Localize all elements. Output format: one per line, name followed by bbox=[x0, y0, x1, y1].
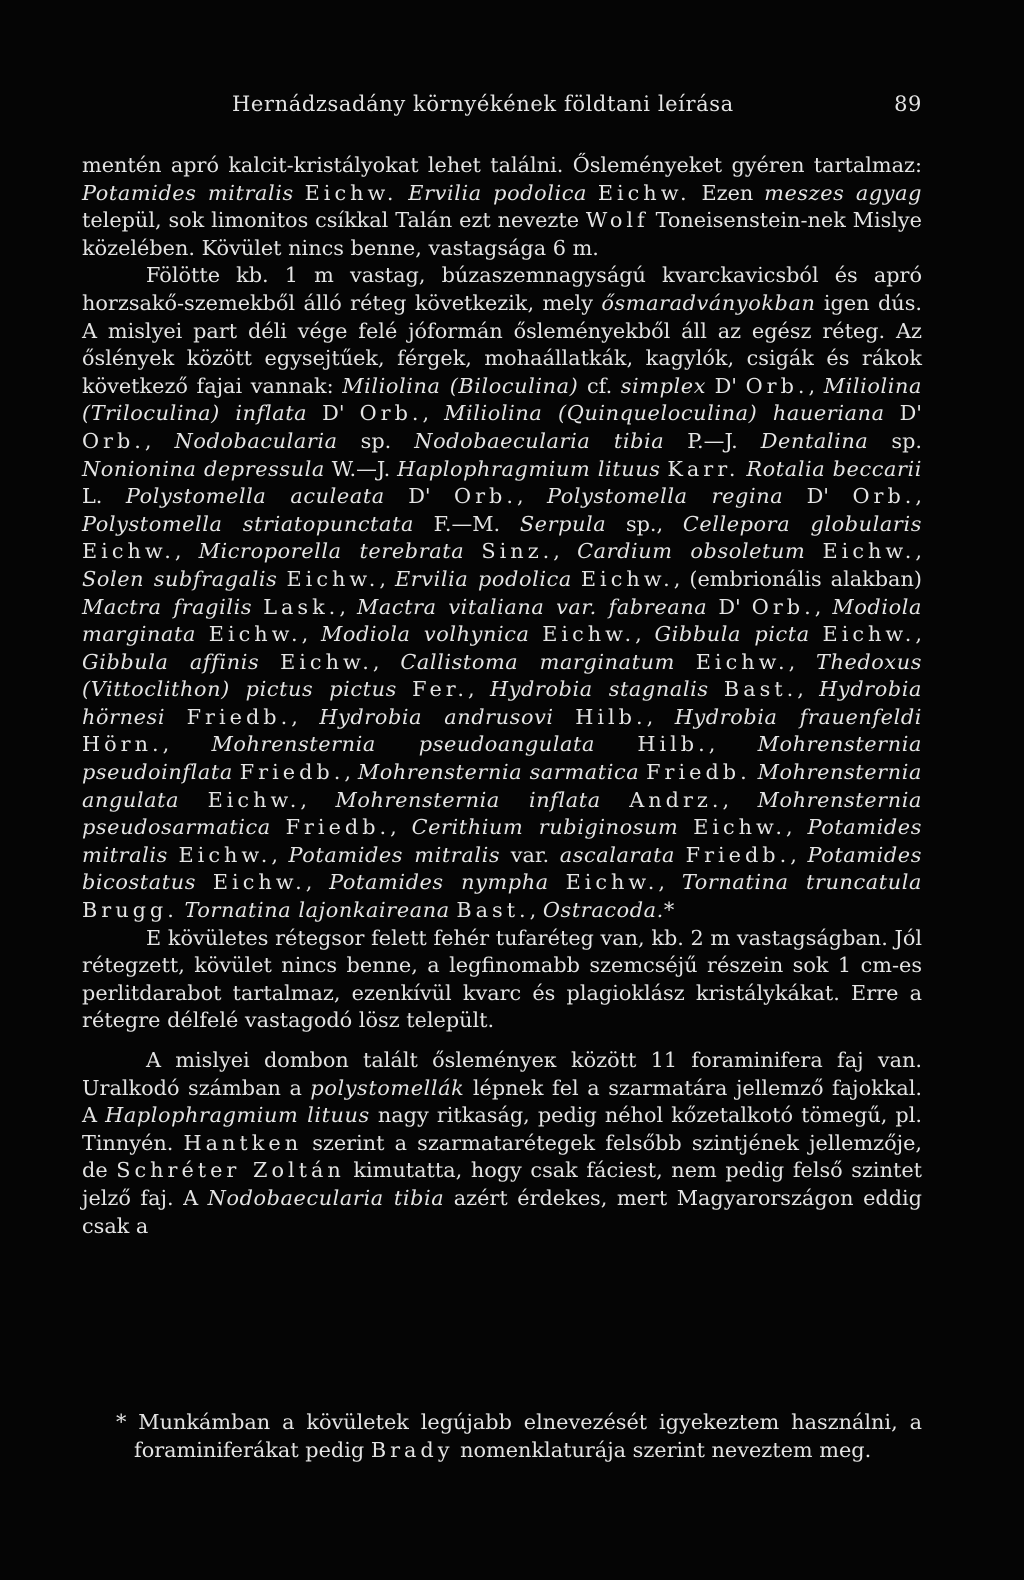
italic-term: meszes agyag bbox=[764, 180, 923, 205]
running-header bbox=[82, 92, 922, 128]
spaced-author: Eichw. bbox=[212, 870, 306, 895]
text-run: , bbox=[339, 594, 358, 619]
text-run: , bbox=[788, 649, 816, 674]
spaced-author: Hilb. bbox=[575, 704, 647, 729]
italic-term: Polystomella regina bbox=[547, 484, 784, 509]
text-run: , bbox=[915, 622, 922, 647]
text-run: , bbox=[301, 622, 321, 647]
text-run: sp. bbox=[337, 428, 415, 453]
italic-term: Hydrobia frauenfeldi bbox=[674, 704, 922, 729]
spaced-author: Lask. bbox=[263, 594, 340, 619]
spaced-author: Hilb. bbox=[637, 732, 709, 757]
spaced-author: Bast. bbox=[456, 898, 530, 923]
text-run: , bbox=[529, 898, 543, 923]
paragraph bbox=[82, 152, 922, 262]
text-run: , bbox=[814, 594, 833, 619]
italic-term: Haplophragmium lituus bbox=[397, 456, 661, 481]
text-run bbox=[294, 181, 305, 205]
paragraph bbox=[82, 262, 922, 924]
italic-term: Potamides nympha bbox=[329, 870, 549, 895]
italic-term: simplex bbox=[620, 373, 707, 398]
text-run: , (embrionális alakban) bbox=[673, 566, 922, 591]
italic-term: Mactra fragilis bbox=[82, 594, 253, 619]
italic-term: Ervilia podolica bbox=[408, 180, 587, 205]
text-run: , bbox=[422, 401, 445, 426]
spaced-author: Bast. bbox=[723, 677, 798, 702]
text-run: , bbox=[174, 539, 199, 564]
spaced-author: Eichw. bbox=[178, 842, 272, 867]
text-run: D' bbox=[384, 484, 455, 509]
text-run: igen dús. A mislyei part déli vége felé jóformán ősleményekből áll az egész réteg. Az őslények között egysejtűek, férgek, mohaállatkák, kagylók, csigák és rákok következő fajai vannak: bbox=[82, 290, 922, 398]
text-run bbox=[165, 705, 187, 729]
text-run: , bbox=[379, 566, 395, 591]
text-run: var. bbox=[500, 842, 560, 867]
italic-term: Tornatina truncatula bbox=[681, 870, 922, 895]
spaced-author: Eichw. bbox=[580, 566, 674, 591]
text-run: , bbox=[635, 622, 655, 647]
text-run: azért érdekes, mert Magyarországon eddig csak a bbox=[82, 1185, 922, 1238]
italic-term: Mohrensternia pseudosarmatica bbox=[82, 787, 922, 840]
text-run: , bbox=[722, 787, 758, 812]
text-run bbox=[601, 788, 629, 812]
italic-term: Hydrobia hörnesi bbox=[82, 677, 922, 729]
text-run: D' bbox=[706, 373, 746, 398]
spaced-author: Eichw. bbox=[822, 622, 916, 647]
body-text bbox=[82, 152, 922, 1240]
spaced-author: Eichw. bbox=[82, 539, 175, 564]
italic-term: Modiola volhynica bbox=[320, 622, 530, 647]
italic-term: Haplophragmium lituus bbox=[105, 1103, 370, 1128]
italic-term: Potamides mitralis bbox=[82, 815, 922, 867]
text-run: , bbox=[786, 815, 808, 840]
text-run bbox=[529, 622, 542, 646]
italic-term: ascalarata bbox=[559, 842, 676, 867]
text-run: , bbox=[790, 842, 808, 867]
italic-term: Cerithium rubiginosum bbox=[411, 815, 679, 840]
text-run: , bbox=[808, 373, 824, 398]
text-run: , bbox=[144, 428, 175, 453]
text-run: F.—M. bbox=[413, 511, 520, 536]
italic-term: Gibbula affinis bbox=[82, 649, 260, 674]
text-run: , bbox=[915, 539, 922, 564]
italic-term: Mohrensternia pseudoangulata bbox=[211, 732, 596, 757]
text-run bbox=[259, 650, 280, 674]
text-run: sp. bbox=[868, 428, 923, 453]
text-run: P.—J. bbox=[664, 428, 761, 453]
italic-term: ősmaradványokban bbox=[601, 290, 816, 315]
spaced-author: Sinz. bbox=[481, 539, 554, 564]
italic-term: Nodobacularia bbox=[174, 428, 338, 453]
italic-term: Mohrensternia pseudoinflata bbox=[82, 732, 922, 785]
spaced-author: Orb. bbox=[359, 401, 423, 426]
text-run: Ezen bbox=[690, 180, 765, 205]
text-run bbox=[549, 870, 566, 894]
italic-term: Microporella terebrata bbox=[198, 539, 465, 564]
spaced-author: Eichw. bbox=[565, 870, 659, 895]
italic-term: Tornatina lajonkaireana bbox=[184, 898, 450, 923]
footnote bbox=[82, 1409, 922, 1464]
italic-term: Nodobaecularia tibia bbox=[414, 428, 665, 453]
spaced-author: Orb. bbox=[751, 594, 815, 619]
text-run: lépnek fel a szarmatára jellemző fajokkal. A bbox=[82, 1075, 922, 1128]
italic-term: Potamides mitralis bbox=[288, 842, 501, 867]
text-run: L. bbox=[82, 484, 126, 509]
italic-term: Nonionina depressula bbox=[82, 456, 325, 481]
spaced-author: Wolf bbox=[585, 208, 649, 233]
text-run: , bbox=[300, 787, 336, 812]
italic-term: Mactra vitaliana var. fabreana bbox=[357, 594, 708, 619]
text-run bbox=[709, 677, 724, 701]
paragraph bbox=[82, 925, 922, 1035]
spaced-author: Andrz. bbox=[629, 787, 723, 812]
italic-term: Rotalia beccarii bbox=[746, 456, 922, 481]
italic-term: Miliolina (Biloculina) bbox=[342, 373, 579, 398]
italic-term: Hydrobia stagnalis bbox=[489, 677, 709, 702]
text-run: , bbox=[390, 815, 412, 840]
text-run bbox=[554, 705, 576, 729]
spaced-author: Orb. bbox=[82, 428, 145, 453]
text-run bbox=[572, 567, 581, 591]
text-run: , bbox=[646, 704, 675, 729]
italic-term: Modiola marginata bbox=[82, 594, 922, 647]
italic-term: Potamides bicostatus bbox=[82, 842, 922, 895]
text-run bbox=[397, 677, 412, 701]
text-run: , bbox=[553, 539, 578, 564]
italic-term: Potamides mitralis bbox=[82, 180, 294, 205]
text-run bbox=[168, 843, 179, 867]
italic-term: Polystomella striatopunctata bbox=[82, 511, 414, 536]
text-run: Fölötte kb. 1 m vastag, búzaszemnagyságú kvarckavicsból és apró horzsakő-szemekből álló réteg következik, mely bbox=[82, 263, 922, 315]
text-run bbox=[678, 815, 693, 839]
text-run bbox=[587, 181, 598, 205]
spaced-author: Friedb. bbox=[186, 704, 292, 729]
text-run: D' bbox=[783, 484, 853, 509]
text-run bbox=[397, 181, 408, 205]
text-run bbox=[675, 650, 696, 674]
spaced-author: Schréter Zoltán bbox=[116, 1158, 345, 1183]
text-run: A mislyei dombon talált ősleményeк között 11 foraminifera faj van. Uralkodó számban a bbox=[82, 1048, 922, 1100]
text-run: , bbox=[291, 704, 320, 729]
italic-term: Gibbula picta bbox=[654, 622, 810, 647]
text-run bbox=[675, 843, 686, 867]
italic-term: Mohrensternia sarmatica bbox=[357, 760, 640, 785]
spaced-author: Eichw. bbox=[695, 649, 789, 674]
italic-term: Miliolina (Triloculina) inflata bbox=[82, 373, 922, 426]
italic-term: Mohrensternia angulata bbox=[82, 760, 922, 812]
text-run: nagy ritkaság, pedig néhol kőzetalkotó tömegű, pl. Tinnyén. bbox=[82, 1103, 922, 1155]
text-run: Toneisenstein-nek Mislye közelében. Kövület nincs benne, vastagsága 6 m. bbox=[82, 208, 922, 260]
spaced-author: Eichw. bbox=[207, 787, 301, 812]
text-run: D' bbox=[707, 594, 752, 619]
text-run: , bbox=[162, 732, 212, 757]
italic-term: Nodobaecularia tibia bbox=[207, 1185, 445, 1210]
spaced-author: Eichw. bbox=[280, 649, 373, 674]
text-run: , bbox=[915, 484, 922, 509]
text-run bbox=[196, 622, 209, 646]
text-run bbox=[464, 539, 481, 563]
text-run bbox=[271, 815, 286, 839]
text-run bbox=[805, 539, 822, 563]
text-run: D' bbox=[884, 401, 922, 426]
italic-term: Polystomella aculeata bbox=[125, 484, 385, 509]
italic-term: Solen subfragalis bbox=[82, 566, 278, 591]
italic-term: Mohrensternia inflata bbox=[335, 787, 601, 812]
text-run: D' bbox=[307, 401, 360, 426]
paragraph bbox=[82, 1047, 922, 1240]
spaced-author: Fer. bbox=[412, 677, 469, 702]
text-run bbox=[179, 788, 207, 812]
text-run: sp., bbox=[606, 511, 683, 536]
text-run: , bbox=[516, 484, 548, 509]
text-run bbox=[196, 870, 213, 894]
spaced-author: Eichw. bbox=[693, 815, 787, 840]
italic-term: Ostracoda. bbox=[542, 898, 664, 923]
text-run: * bbox=[663, 898, 675, 923]
text-run: cf. bbox=[578, 373, 621, 398]
text-run bbox=[233, 760, 240, 784]
spaced-author: Orb. bbox=[745, 373, 809, 398]
spaced-author: Hantken bbox=[183, 1130, 303, 1155]
text-run: kimutatta, hogy csak fáciest, nem pedig felső szintet jelző faj. A bbox=[82, 1158, 922, 1210]
spaced-author: Friedb. bbox=[685, 842, 791, 867]
spaced-author: Hörn. bbox=[82, 732, 163, 757]
italic-term: Callistoma marginatum bbox=[400, 649, 675, 674]
spaced-author: Brady bbox=[370, 1437, 454, 1462]
italic-term: Cellepora globularis bbox=[682, 511, 922, 536]
text-run: , bbox=[344, 760, 358, 785]
spaced-author: Friedb. bbox=[239, 760, 345, 785]
spaced-author: Eichw. bbox=[822, 539, 916, 564]
text-run: , bbox=[305, 870, 330, 895]
page-number: 89 bbox=[894, 92, 922, 116]
italic-term: Ervilia podolica bbox=[394, 566, 572, 591]
text-run bbox=[810, 622, 823, 646]
text-run: E kövületes rétegsor felett fehér tufaréteg van, kb. 2 m vastagságban. Jól rétegzett, kövület nincs benne, a legfinomabb szemcséjű részein sok 1 cm-es perlitdarabot tartalmaz, ezenkívül kvarc és plagioklász kristálykákat. Erre a rétegre délfelé vastagodó lösz települt. bbox=[82, 925, 922, 1033]
text-run bbox=[751, 760, 758, 784]
italic-term: Cardium obsoletum bbox=[577, 539, 806, 564]
italic-term: Hydrobia andrusovi bbox=[319, 704, 554, 729]
italic-term: Dentalina bbox=[760, 428, 869, 453]
spaced-author: Eichw. bbox=[286, 566, 380, 591]
spaced-author: Orb. bbox=[454, 484, 517, 509]
text-run bbox=[595, 732, 637, 756]
spaced-author: Eichw. bbox=[542, 622, 636, 647]
text-run: , bbox=[797, 677, 820, 702]
italic-term: Thedoxus (Vittoclithon) pictus pictus bbox=[82, 649, 922, 702]
text-run: , bbox=[271, 842, 289, 867]
running-title: Hernádzsadány környékének földtani leírása bbox=[232, 92, 734, 116]
italic-term: Miliolina (Quinqueloculina) haueriana bbox=[444, 401, 885, 426]
text-run: települ, sok limonitos csíkkal Talán ezt nevezte bbox=[82, 208, 586, 233]
spaced-author: Karr. bbox=[667, 456, 740, 481]
spaced-author: Orb. bbox=[852, 484, 916, 509]
text-run: nomenklaturája szerint neveztem meg. bbox=[453, 1437, 872, 1462]
text-run: mentén apró kalcit-kristályokat lehet találni. Ősleményeket gyéren tartalmaz: bbox=[82, 153, 922, 177]
italic-term: polystomellák bbox=[310, 1075, 465, 1100]
spaced-author: Eichw. bbox=[597, 180, 691, 205]
text-run: szerint a szarmatarétegek felsőbb szintjének jellemzője, de bbox=[82, 1130, 922, 1183]
text-run: , bbox=[468, 677, 490, 702]
spaced-author: Brugg. bbox=[82, 898, 178, 923]
text-run: , bbox=[658, 870, 682, 895]
spaced-author: Friedb. bbox=[646, 760, 751, 785]
text-run bbox=[252, 595, 263, 619]
spaced-author: Eichw. bbox=[304, 180, 398, 205]
spaced-author: Friedb. bbox=[285, 815, 391, 840]
text-run: * Munkámban a kövületek legújabb elnevezését igyekeztem használni, a foraminiferákat pedig bbox=[116, 1410, 922, 1462]
text-run: , bbox=[372, 649, 401, 674]
italic-term: Serpula bbox=[519, 511, 607, 536]
spaced-author: Eichw. bbox=[208, 622, 302, 647]
text-run: , bbox=[708, 732, 758, 757]
text-run: W.—J. bbox=[324, 456, 398, 481]
